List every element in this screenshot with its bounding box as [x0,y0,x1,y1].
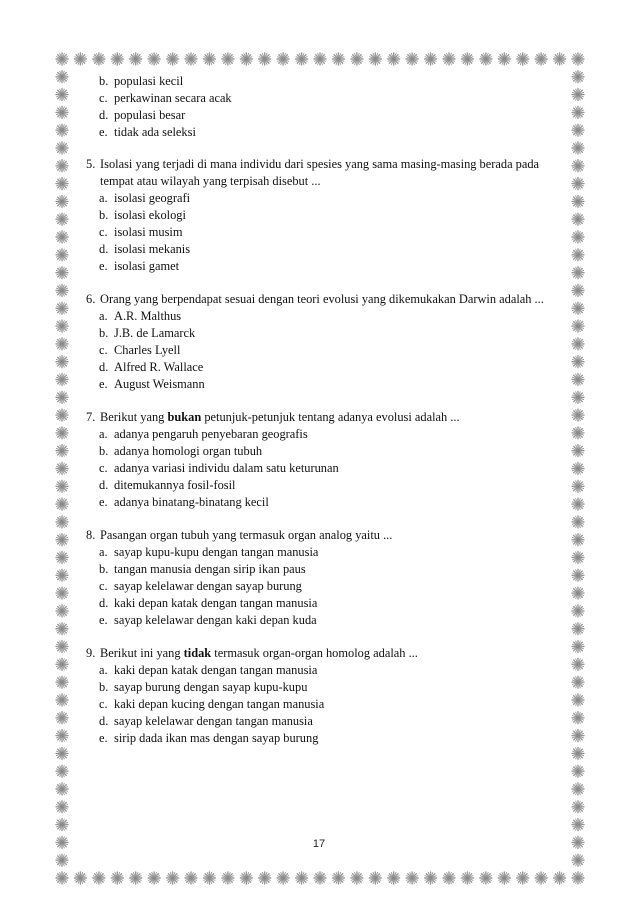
option-4d[interactable]: d. populasi besar [99,108,186,122]
option-6e[interactable]: e. August Weismann [99,377,205,391]
snowflake-icon [535,53,547,65]
snowflake-icon [222,53,234,65]
option-6b[interactable]: b. J.B. de Lamarck [99,326,196,340]
emphasis-tidak: tidak [183,646,212,660]
snowflake-icon [56,356,68,368]
snowflake-icon [498,872,510,884]
option-7a[interactable]: a. adanya pengaruh penyebaran geografis [99,427,308,441]
snowflake-icon [332,53,344,65]
snowflake-icon [56,730,68,742]
question-8-text: 8. Pasangan organ tubuh yang termasuk organ analog yaitu ... [86,528,393,542]
option-9d[interactable]: d. sayap kelelawar dengan tangan manusia [99,714,313,728]
snowflake-icon [572,819,584,831]
snowflake-icon [93,53,105,65]
snowflake-icon [56,124,68,136]
snowflake-icon [56,249,68,261]
option-5e[interactable]: e. isolasi gamet [99,259,180,273]
question-4-remaining-options [86,73,576,141]
emphasis-bukan: bukan [167,410,202,424]
snowflake-icon [56,712,68,724]
snowflake-icon [56,231,68,243]
option-8c[interactable]: c. sayap kelelawar dengan sayap burung [99,579,302,593]
option-7d[interactable]: d. ditemukannya fosil-fosil [99,478,236,492]
snowflake-icon [517,872,529,884]
snowflake-icon [185,53,197,65]
snowflake-icon [56,801,68,813]
snowflake-icon [56,409,68,421]
snowflake-icon [56,338,68,350]
snowflake-icon [56,516,68,528]
option-7e[interactable]: e. adanya binatang-binatang kecil [99,495,269,509]
option-4b[interactable]: b. populasi kecil [99,74,184,88]
option-5c[interactable]: c. isolasi musim [99,225,183,239]
snowflake-icon [167,53,179,65]
question-9-text: 9. Berikut ini yang tidak termasuk organ-organ homolog adalah ... [86,646,418,660]
option-9b[interactable]: b. sayap burung dengan sayap kupu-kupu [99,680,308,694]
snowflake-icon [56,747,68,759]
snowflake-icon [130,53,142,65]
snowflake-icon [425,53,437,65]
option-8b[interactable]: b. tangan manusia dengan sirip ikan paus [99,562,306,576]
snowflake-icon [443,53,455,65]
snowflake-icon [572,783,584,795]
snowflake-icon [56,391,68,403]
snowflake-icon [388,53,400,65]
snowflake-icon [535,872,547,884]
question-5-text-continued: tempat atau wilayah yang terpisah disebut ... [100,174,321,188]
option-6d[interactable]: d. Alfred R. Wallace [99,360,204,374]
question-6 [86,291,576,393]
snowflake-icon [517,53,529,65]
snowflake-icon [56,160,68,172]
option-6c[interactable]: c. Charles Lyell [99,343,181,357]
snowflake-icon [296,53,308,65]
snowflake-icon [461,53,473,65]
snowflake-icon [203,872,215,884]
snowflake-icon [56,854,68,866]
snowflake-icon [56,587,68,599]
option-8d[interactable]: d. kaki depan katak dengan tangan manusia [99,596,318,610]
snowflake-icon [56,819,68,831]
snowflake-icon [572,872,584,884]
snowflake-icon [56,71,68,83]
snowflake-icon [461,872,473,884]
snowflake-icon [443,872,455,884]
snowflake-icon [56,213,68,225]
snowflake-icon [130,872,142,884]
snowflake-icon [56,106,68,118]
snowflake-icon [351,53,363,65]
snowflake-icon [56,142,68,154]
snowflake-icon [369,872,381,884]
snowflake-icon [148,53,160,65]
snowflake-icon [554,872,566,884]
snowflake-icon [56,623,68,635]
snowflake-icon [56,267,68,279]
snowflake-icon [56,498,68,510]
snowflake-icon [203,53,215,65]
snowflake-icon [259,53,271,65]
snowflake-icon [406,872,418,884]
option-9c[interactable]: c. kaki depan kucing dengan tangan manusia [99,697,325,711]
snowflake-icon [56,445,68,457]
snowflake-icon [240,53,252,65]
snowflake-icon [56,302,68,314]
question-6-text: 6. Orang yang berpendapat sesuai dengan teori evolusi yang dikemukakan Darwin adalah ... [86,292,544,306]
snowflake-icon [277,53,289,65]
snowflake-icon [259,872,271,884]
snowflake-icon [572,747,584,759]
option-4e[interactable]: e. tidak ada seleksi [99,125,196,139]
snowflake-icon [56,534,68,546]
question-7 [86,409,576,511]
snowflake-icon [185,872,197,884]
snowflake-icon [56,641,68,653]
snowflake-icon [480,53,492,65]
option-4c[interactable]: c. perkawinan secara acak [99,91,232,105]
snowflake-icon [74,872,86,884]
snowflake-icon [572,801,584,813]
question-8 [86,527,576,629]
snowflake-icon [222,872,234,884]
snowflake-icon [56,676,68,688]
snowflake-icon [332,872,344,884]
snowflake-icon [56,872,68,884]
snowflake-icon [572,854,584,866]
snowflake-icon [56,178,68,190]
snowflake-icon [572,765,584,777]
question-5-text: 5. Isolasi yang terjadi di mana individu dari spesies yang sama masing-masing berada pada [86,157,540,171]
snowflake-icon [314,872,326,884]
option-5d[interactable]: d. isolasi mekanis [99,242,191,256]
option-9e[interactable]: e. sirip dada ikan mas dengan sayap burung [99,731,319,745]
option-8e[interactable]: e. sayap kelelawar dengan kaki depan kuda [99,613,317,627]
snowflake-icon [554,53,566,65]
snowflake-icon [351,872,363,884]
snowflake-icon [425,872,437,884]
snowflake-icon [572,53,584,65]
snowflake-icon [56,427,68,439]
page-number: 17 [312,838,326,850]
snowflake-icon [148,872,160,884]
snowflake-icon [56,783,68,795]
snowflake-icon [93,872,105,884]
snowflake-icon [406,53,418,65]
snowflake-icon [240,872,252,884]
option-5a[interactable]: a. isolasi geografi [99,191,191,205]
snowflake-icon [56,53,68,65]
option-7b[interactable]: b. adanya homologi organ tubuh [99,444,263,458]
snowflake-icon [111,53,123,65]
snowflake-icon [56,285,68,297]
snowflake-icon [56,605,68,617]
option-8a[interactable]: a. sayap kupu-kupu dengan tangan manusia [99,545,319,559]
question-5 [86,156,576,275]
option-9a[interactable]: a. kaki depan katak dengan tangan manusia [99,663,318,677]
snowflake-icon [296,872,308,884]
snowflake-icon [56,320,68,332]
option-6a[interactable]: a. A.R. Malthus [99,309,182,323]
snowflake-icon [56,374,68,386]
snowflake-icon [167,872,179,884]
snowflake-icon [369,53,381,65]
snowflake-icon [314,53,326,65]
snowflake-icon [56,480,68,492]
question-page [86,73,576,747]
snowflake-icon [56,694,68,706]
question-9 [86,645,576,747]
option-5b[interactable]: b. isolasi ekologi [99,208,186,222]
option-7c[interactable]: c. adanya variasi individu dalam satu keturunan [99,461,339,475]
snowflake-icon [56,569,68,581]
snowflake-icon [498,53,510,65]
snowflake-icon [56,463,68,475]
snowflake-icon [56,658,68,670]
snowflake-icon [56,765,68,777]
question-7-text: 7. Berikut yang bukan petunjuk-petunjuk tentang adanya evolusi adalah ... [86,410,460,424]
snowflake-icon [56,195,68,207]
snowflake-icon [111,872,123,884]
snowflake-icon [277,872,289,884]
snowflake-icon [74,53,86,65]
snowflake-icon [56,89,68,101]
snowflake-icon [388,872,400,884]
snowflake-icon [56,552,68,564]
snowflake-icon [480,872,492,884]
